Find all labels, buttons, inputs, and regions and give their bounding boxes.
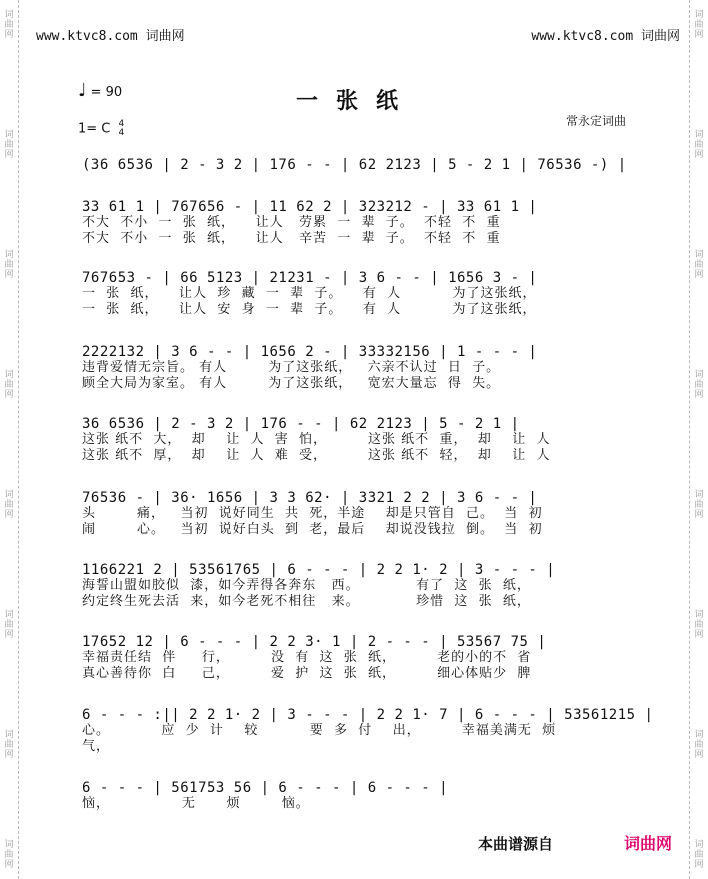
key-signature (78, 120, 124, 138)
lyric-row: 幸福责任结 伴 行， 没 有 这 张 纸， 老的小的不 省 (82, 650, 532, 665)
site-name[interactable]: 词曲网 (640, 29, 680, 44)
lyric-row: 这张 纸不 厚， 却 让 人 难 受， 这张 纸不 轻， 却 让 人 (82, 448, 551, 463)
notation-row: 767653 - | 66 5123 | 21231 - | 3 6 - - | 1656 3 - | (82, 270, 538, 286)
site-name[interactable]: 词曲网 (145, 29, 185, 44)
key-value: 1= C (78, 121, 111, 137)
tempo-marking (78, 80, 122, 101)
source-brand-link[interactable]: 词曲网 (624, 834, 673, 853)
lyric-row: 头 痛， 当初 说好同生 共 死，半途 却是只管自 己。 当 初 (82, 506, 543, 521)
lyric-row: 违背爱情无宗旨。 有人 为了这张纸， 六亲不认过 日 子。 (82, 360, 501, 375)
watermark-chars: 词 曲 网 (4, 490, 14, 520)
score-line (82, 344, 642, 392)
notation-row: 2222132 | 3 6 - - | 1656 2 - | 33332156 | 1 - - - | (82, 344, 538, 360)
lyric-row: 一 张 纸， 让人 安 身 一 辈 子。 有 人 为了这张纸， (82, 302, 537, 317)
score-line (82, 199, 642, 247)
lyric-row: 真心善待你 白 己， 爱 护 这 张 纸， 细心体贴少 脾 (82, 666, 532, 681)
watermark-chars: 词 曲 网 (694, 370, 704, 400)
site-header-right[interactable] (531, 25, 680, 44)
score-line (82, 416, 642, 464)
score-line (82, 780, 642, 812)
notation-row: (36 6536 | 2 - 3 2 | 176 - - | 62 2123 | 5 - 2 1 | 76536 -) | (82, 157, 627, 173)
lyric-row: 心。 应 少 计 较 要 多 付 出， 幸福美满无 烦 (82, 723, 557, 738)
watermark-chars: 词 曲 网 (694, 610, 704, 640)
score-line (82, 157, 642, 173)
lyric-row: 海誓山盟如胶似 漆，如今弄得各奔东 西。 有了 这 张 纸， (82, 578, 531, 593)
watermark-chars: 词 曲 网 (694, 250, 704, 280)
notation-row: 33 61 1 | 767656 - | 11 62 2 | 323212 - | 33 61 1 | (82, 199, 538, 215)
site-header-left[interactable] (36, 25, 185, 44)
notation-row: 76536 - | 36· 1656 | 3 3 62· | 3321 2 2 | 3 6 - - | (82, 490, 538, 506)
notation-row: 6 - - - :|| 2 2 1· 2 | 3 - - - | 2 2 1· 7 | 6 - - - | 53561215 | (82, 707, 654, 723)
lyric-row: 气， (82, 739, 111, 754)
time-signature: 4 4 (118, 119, 125, 138)
watermark-chars: 词 曲 网 (4, 370, 14, 400)
score-line (82, 634, 642, 682)
watermark-chars: 词 曲 网 (4, 10, 14, 40)
tempo-value: = 90 (90, 85, 123, 100)
watermark-chars: 词 曲 网 (694, 490, 704, 520)
lyric-row: 恼， 无 烦 恼。 (82, 796, 310, 811)
credit-line: 常永定词曲 (566, 114, 627, 128)
watermark-chars: 词 曲 网 (4, 610, 14, 640)
watermark-chars: 词 曲 网 (694, 730, 704, 760)
lyric-row: 约定终生死去活 来，如今老死不相往 来。 珍惜 这 张 纸， (82, 594, 531, 609)
lyric-row: 闹 心。 当初 说好白头 到 老，最后 却说没钱拉 倒。 当 初 (82, 522, 543, 537)
lyric-row: 顾全大局为家室。 有人 为了这张纸， 宽宏大量忘 得 失。 (82, 376, 501, 391)
score-line (82, 270, 642, 318)
watermark-chars: 词 曲 网 (4, 250, 14, 280)
watermark-chars: 词 曲 网 (694, 10, 704, 40)
notation-row: 1166221 2 | 53561765 | 6 - - - | 2 2 1· 2 | 3 - - - | (82, 562, 556, 578)
left-watermark-strip (0, 0, 19, 879)
lyric-row: 这张 纸不 大， 却 让 人 害 怕， 这张 纸不 重， 却 让 人 (82, 432, 551, 447)
notation-row: 6 - - - | 561753 56 | 6 - - - | 6 - - - | (82, 780, 449, 796)
lyric-row: 不大 不小 一 张 纸， 让人 辛苦 一 辈 子。 不轻 不 重 (82, 231, 501, 246)
watermark-chars: 词 曲 网 (4, 840, 14, 870)
notation-row: 36 6536 | 2 - 3 2 | 176 - - | 62 2123 | 5 - 2 1 | (82, 416, 520, 432)
site-url[interactable]: www.ktvc8.com (531, 29, 634, 44)
score-line (82, 707, 654, 755)
watermark-chars: 词 曲 网 (694, 840, 704, 870)
watermark-chars: 词 曲 网 (4, 730, 14, 760)
quarter-note-icon: ♩ (78, 80, 87, 101)
score-line (82, 490, 642, 538)
lyric-row: 不大 不小 一 张 纸， 让人 劳累 一 辈 子。 不轻 不 重 (82, 215, 501, 230)
song-title: 一张纸 (296, 89, 417, 114)
watermark-chars: 词 曲 网 (4, 130, 14, 160)
right-watermark-strip (689, 0, 708, 879)
score-line (82, 562, 642, 610)
source-label: 本曲谱源自 (478, 835, 554, 853)
notation-row: 17652 12 | 6 - - - | 2 2 3· 1 | 2 - - - | 53567 75 | (82, 634, 547, 650)
lyric-row: 一 张 纸， 让人 珍 藏 一 辈 子。 有 人 为了这张纸， (82, 286, 537, 301)
site-url[interactable]: www.ktvc8.com (36, 29, 138, 44)
watermark-chars: 词 曲 网 (694, 130, 704, 160)
